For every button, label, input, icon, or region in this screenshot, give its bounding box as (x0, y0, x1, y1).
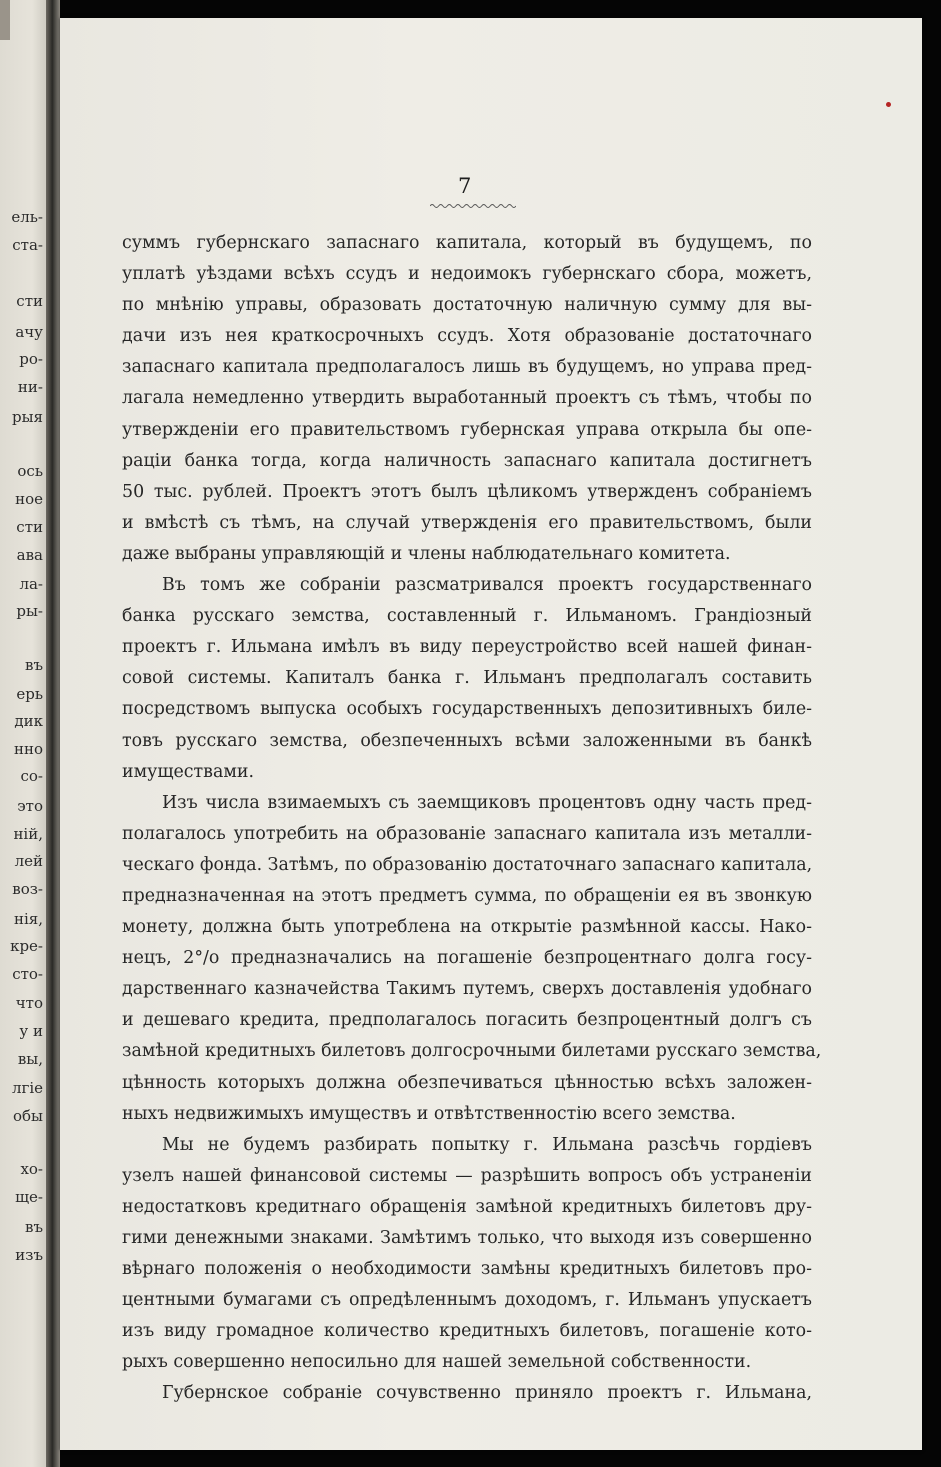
left-page-fragment: ни- (17, 378, 43, 396)
text-line: и вмѣстѣ съ тѣмъ, на случай утвержденія его правительствомъ, были (122, 512, 812, 533)
text-line: изъ виду громадное количество кредитныхъ билетовъ, погашеніе кото- (122, 1321, 812, 1342)
left-page-fragment: что (15, 994, 43, 1012)
text-line: совой системы. Капиталъ банка г. Ильманъ предполагалъ составить (122, 668, 812, 689)
text-line: Мы не будемъ разбирать попытку г. Ильмана разсѣчь гордіевъ (162, 1134, 812, 1155)
text-line: раціи банка тогда, когда наличность запаснаго капитала достигнетъ (122, 450, 812, 471)
left-page-fragment: ста- (12, 236, 43, 254)
left-page-edge (0, 0, 46, 1467)
left-page-fragment: ачу (15, 323, 43, 341)
text-line: ныхъ недвижимыхъ имуществъ и отвѣтственностію всего земства. (122, 1103, 736, 1124)
text-line: уплатѣ уѣздами всѣхъ ссудъ и недоимокъ губернскаго сбора, можетъ, (122, 264, 812, 285)
text-line: цѣнность которыхъ должна обезпечиваться цѣнностью всѣхъ заложен- (122, 1072, 812, 1093)
left-page-fragment: въ (25, 1218, 43, 1236)
red-mark (886, 102, 891, 107)
left-page-fragment: ное (15, 490, 43, 508)
left-page-fragment: лей (14, 852, 43, 870)
left-page-fragment: ерь (16, 685, 43, 703)
text-line: по мнѣнію управы, образовать достаточную наличную сумму для вы- (122, 295, 812, 316)
book-gutter (46, 0, 60, 1467)
text-line: 50 тыс. рублей. Проектъ этотъ былъ цѣликомъ утвержденъ собраніемъ (122, 481, 812, 502)
text-line: полагалось употребить на образованіе запаснаго капитала изъ металли- (122, 823, 812, 844)
text-line: ческаго фонда. Затѣмъ, по образованію достаточнаго запаснаго капитала, (122, 854, 813, 875)
left-page-fragment: обы (13, 1107, 43, 1125)
left-page-fragment: рыя (11, 408, 43, 426)
text-line: рыхъ совершенно непосильно для нашей земельной собственности. (122, 1352, 752, 1373)
left-page-fragment: лгіе (11, 1079, 43, 1097)
left-page-fragment: ще- (15, 1188, 43, 1206)
text-line: товъ русскаго земства, обезпеченныхъ всѣми заложенными въ банкѣ (122, 730, 812, 751)
left-page-fragment: дик (14, 712, 43, 730)
text-line: посредствомъ выпуска особыхъ государственныхъ депозитивныхъ биле- (122, 699, 812, 720)
left-page-fragment: ро- (19, 350, 43, 368)
left-page-fragment: ось (17, 462, 43, 480)
text-line: проектъ г. Ильмана имѣлъ въ виду переустройство всей нашей финан- (122, 637, 812, 658)
page-number: 7 (458, 174, 472, 198)
body-text (122, 228, 822, 1410)
text-line: Изъ числа взимаемыхъ съ заемщиковъ процентовъ одну часть пред- (162, 792, 812, 813)
left-page-fragment: воз- (12, 880, 43, 898)
left-page-fragment: нія, (13, 910, 43, 928)
text-line: суммъ губернскаго запаснаго капитала, который въ будущемъ, по (122, 233, 812, 253)
text-line: узелъ нашей финансовой системы — разрѣшить вопросъ объ устраненіи (122, 1165, 812, 1186)
left-page-fragment: у и (19, 1022, 43, 1040)
text-line: даже выбраны управляющій и члены наблюдательнаго комитета. (122, 543, 731, 564)
text-line: Губернское собраніе сочувственно приняло проектъ г. Ильмана, (162, 1383, 812, 1404)
left-page-fragment: ла- (19, 575, 43, 593)
text-line: монету, должна быть употреблена на открытіе размѣнной кассы. Нако- (122, 917, 812, 938)
text-line: гими денежными знаками. Замѣтимъ только, что выходя изъ совершенно (122, 1228, 812, 1248)
text-line: предназначенная на этотъ предметъ сумма, по обращеніи ея въ звонкую (122, 885, 812, 906)
left-page-fragment: сто- (12, 965, 43, 983)
left-page-fragment: нно (13, 740, 43, 758)
left-page-fragment: ель- (11, 208, 43, 226)
text-line: вѣрнаго положенія о необходимости замѣны кредитныхъ билетовъ про- (122, 1259, 812, 1280)
left-page-fragment: это (17, 797, 43, 815)
text-line: замѣной кредитныхъ билетовъ долгосрочными билетами русскаго земства, (122, 1041, 822, 1062)
text-line: недостатковъ кредитнаго обращенія замѣной кредитныхъ билетовъ дру- (122, 1196, 812, 1217)
text-line: и дешеваго кредита, предполагалось погасить безпроцентный долгъ съ (122, 1010, 812, 1031)
left-page-fragment: вы, (17, 1050, 43, 1068)
left-page-fragment: сти (16, 292, 43, 310)
left-page-fragment: ній, (13, 825, 43, 843)
text-line: запаснаго капитала предполагалосъ лишь въ будущемъ, но управа пред- (122, 357, 812, 378)
left-page-fragment: въ (25, 656, 43, 674)
left-page-fragment: ры- (16, 602, 43, 620)
left-page-fragment: изъ (15, 1246, 43, 1264)
wavy-ornament-icon (430, 203, 516, 209)
left-page-fragment: со- (20, 767, 43, 785)
left-page-fragment: хо- (20, 1160, 43, 1178)
text-line: Въ томъ же собраніи разсматривался проектъ государственнаго (162, 575, 812, 596)
text-line: утвержденіи его правительствомъ губернская управа открыла бы опе- (122, 419, 812, 440)
text-line: имуществами. (122, 761, 254, 782)
text-line: дачи изъ нея краткосрочныхъ ссудъ. Хотя образованіе достаточнаго (122, 326, 812, 347)
left-page-fragment: ава (16, 546, 43, 564)
right-page (60, 18, 922, 1450)
text-line: центными бумагами съ опредѣленнымъ доходомъ, г. Ильманъ упускаетъ (122, 1290, 812, 1311)
left-page-fragment: кре- (10, 937, 43, 955)
left-page-fragment: сти (16, 518, 43, 536)
text-line: дарственнаго казначейства Такимъ путемъ, сверхъ доставленія удобнаго (122, 979, 812, 1000)
text-line: лагала немедленно утвердить выработанный проектъ съ тѣмъ, чтобы по (122, 388, 812, 409)
text-line: нецъ, 2°/о предназначались на погашеніе безпроцентнаго долга госу- (122, 948, 812, 969)
text-line: банка русскаго земства, составленный г. Ильманомъ. Грандіозный (122, 606, 812, 627)
left-page-text-fragments (0, 0, 46, 1467)
